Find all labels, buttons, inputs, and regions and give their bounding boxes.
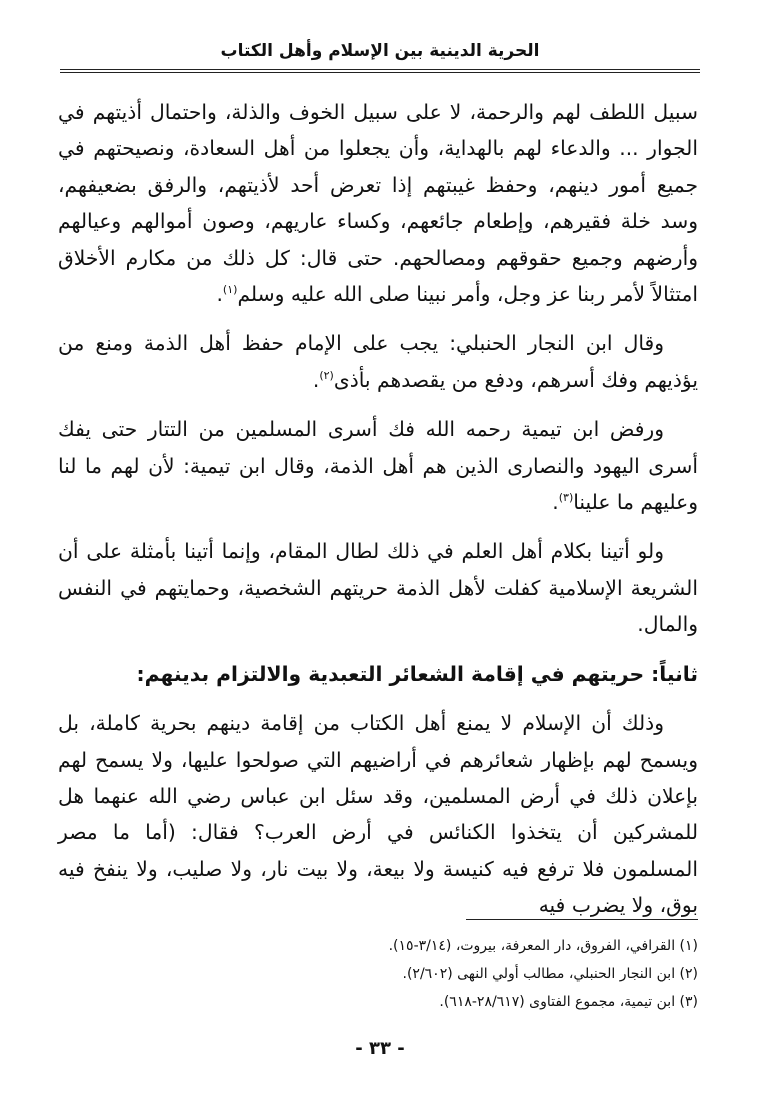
section-heading: ثانياً: حريتهم في إقامة الشعائر التعبدية والالتزام بدينهم: bbox=[136, 661, 698, 686]
body-text bbox=[58, 94, 698, 937]
paragraph-3: ورفض ابن تيمية رحمه الله فك أسرى المسلمين من التتار حتى يفك أسرى اليهود والنصارى الذين هم أهل الذمة، وقال ابن تيمية: لأن لهم ما لنا وعليهم ما علينا$^{(٣)}$. bbox=[58, 417, 698, 515]
header-rule bbox=[60, 69, 700, 70]
footnote-3: (٣) ابن تيمية، مجموع الفتاوى (٢٨/٦١٧-٦١٨). bbox=[439, 994, 698, 1010]
running-header: الحرية الدينية بين الإسلام وأهل الكتاب bbox=[220, 41, 540, 61]
footnote-1: (١) القرافي، الفروق، دار المعرفة، بيروت، (٣/١٤-١٥). bbox=[388, 938, 698, 954]
footnote-rule bbox=[466, 919, 698, 920]
paragraph-1: سبيل اللطف لهم والرحمة، لا على سبيل الخوف والذلة، واحتمال أذيتهم في الجوار ... والدعاء لهم بالهداية، وأن يجعلوا من أهل السعادة، ونصيحتهم في جميع أمور دينهم، وحفظ غيبتهم إذا تعرض أحد لأذيتهم، والرفق بضعيفهم، وسد خلة فقيرهم، وإطعام جائعهم، وكساء عاريهم، وصون أموالهم وعيالهم وأرضهم وجميع حقوقهم ومصالحهم. حتى قال: كل ذلك من مكارم الأخلاق امتثالاً لأمر ربنا عز وجل، وأمر نبينا صلى الله عليه وسلم$^{(١)}$. bbox=[58, 100, 698, 307]
footnote-ref-2: (٢) bbox=[319, 369, 334, 383]
paragraph-5: وذلك أن الإسلام لا يمنع أهل الكتاب من إقامة دينهم بحرية كاملة، بل ويسمح لهم بإظهار شعائرهم في أراضيهم التي صولحوا عليها، ولا يسمح لهم بإعلان ذلك في أرض المسلمين، وقد سئل ابن عباس رضي الله عنهما هل للمشركين أن يتخذوا الكنائس في أرض العرب؟ فقال: (أما ما مصر المسلمون فلا ترفع فيه كنيسة ولا بيعة، ولا بيت نار، ولا صليب، ولا ينفخ فيه بوق، ولا يضرب فيه bbox=[58, 711, 698, 918]
paragraph-4: ولو أتينا بكلام أهل العلم في ذلك لطال المقام، وإنما أتينا بأمثلة على أن الشريعة الإسلامية كفلت لأهل الذمة حريتهم الشخصية، وحمايتهم في النفس والمال. bbox=[58, 539, 698, 637]
footnote-ref-3: (٣) bbox=[558, 491, 574, 505]
footnotes bbox=[60, 932, 698, 1016]
footnote-2: (٢) ابن النجار الحنبلي، مطالب أولي النهى (٢/٦٠٢). bbox=[402, 966, 698, 982]
paragraph-2: وقال ابن النجار الحنبلي: يجب على الإمام حفظ أهل الذمة ومنع من يؤذيهم وفك أسرهم، ودفع من يقصدهم بأذى$^{(٢)}$. bbox=[58, 331, 698, 392]
page-number: - ٣٣ - bbox=[355, 1038, 405, 1059]
header-rule-double bbox=[60, 72, 700, 73]
footnote-ref-1: (١) bbox=[222, 283, 238, 297]
